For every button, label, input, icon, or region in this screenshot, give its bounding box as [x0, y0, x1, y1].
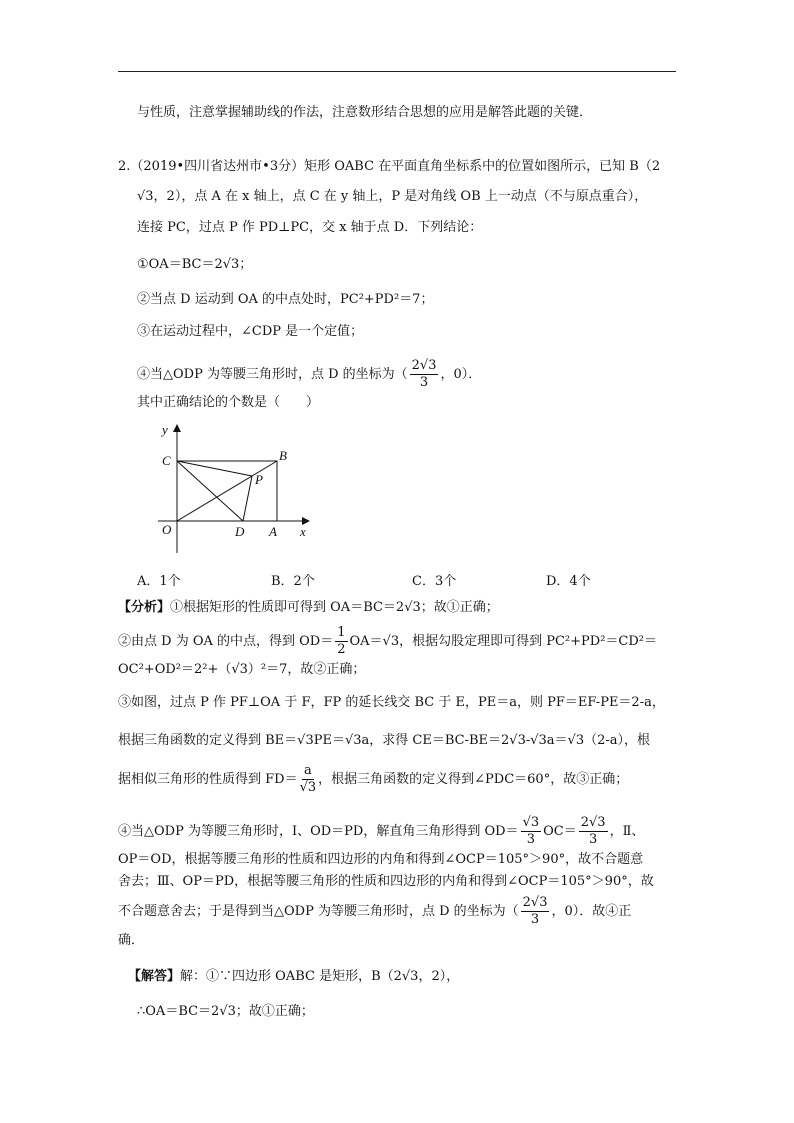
y-axis-arrow: [173, 424, 181, 432]
fraction: $\frac{2√3}{3}$: [580, 815, 606, 847]
analysis-line-11: 确．: [118, 933, 145, 948]
fraction: $\frac{a}{√3}$: [299, 763, 317, 795]
choice-c: C．3个: [412, 574, 457, 589]
conclusion-2: ②当点 D 运动到 OA 的中点处时，PC²+PD²＝7；: [137, 292, 434, 307]
solution-line-2: ∴OA＝BC＝2√3；故①正确；: [137, 1004, 314, 1019]
fraction: $\frac{1}{2}$: [337, 625, 346, 657]
analysis-line-4: ③如图，过点 P 作 PF⊥OA 于 F，FP 的延长线交 BC 于 E，PE＝a，则 PF＝EF-PE＝2-a，: [118, 695, 665, 710]
continuation-text: 与性质，注意掌握辅助线的作法，注意数形结合思想的应用是解答此题的关键．: [137, 105, 593, 120]
analysis-line-9: 舍去；Ⅲ、OP＝PD，根据等腰三角形的性质和四边形的内角和得到∠OCP＝105°＞90°，故: [118, 874, 654, 889]
choice-a: A．1个: [137, 574, 181, 589]
problem-source: （2019•四川省达州市•3分）: [130, 159, 305, 174]
choice-b: B．2个: [271, 574, 315, 589]
header-rule: [118, 71, 676, 72]
label-d: D: [235, 524, 245, 539]
analysis-line-2: ②由点 D 为 OA 的中点，得到 OD＝ $\frac{1}{2}$ OA＝√3，根据勾股定理即可得到 PC²+PD²＝CD²＝: [118, 625, 657, 657]
diagonal-ob: [177, 461, 277, 521]
fraction: $\frac{2√3}{3}$: [411, 358, 437, 390]
analysis-line-5: 根据三角函数的定义得到 BE＝√3PE＝√3a，求得 CE＝BC-BE＝2√3-√3a＝√3（2-a），根: [118, 733, 651, 748]
segment-cp: [177, 461, 252, 476]
problem-line-1: [118, 157, 660, 177]
conclusion-4: ④当△ODP 为等腰三角形时，点 D 的坐标为（ $\frac{2√3}{3}$ ，0）．: [137, 358, 482, 390]
conclusion-3: ③在运动过程中，∠CDP 是一个定值；: [137, 324, 364, 339]
analysis-line-3: OC²+OD²＝2²+（√3）²＝7，故②正确；: [118, 662, 366, 677]
analysis-line-8: OP＝OD，根据等腰三角形的性质和四边形的内角和得到∠OCP＝105°＞90°，故不合题意: [118, 852, 644, 867]
problem-text-1: 矩形 OABC 在平面直角坐标系中的位置如图所示，已知 B（2: [304, 159, 661, 174]
fraction: $\frac{√3}{3}$: [522, 815, 540, 847]
problem-number: 2.: [118, 159, 131, 174]
analysis-line-10: 不合题意舍去；于是得到当△ODP 为等腰三角形时，点 D 的坐标为（ $\frac{2√3}{3}$ ，0）．故④正: [118, 895, 632, 927]
question-text: 其中正确结论的个数是（ ）: [137, 395, 320, 410]
analysis-tag: 【分析】: [118, 600, 171, 615]
segment-pd: [243, 476, 252, 521]
label-b: B: [279, 448, 287, 463]
fraction: $\frac{2√3}{3}$: [522, 895, 548, 927]
label-o: O: [162, 522, 172, 537]
solution-line-1: 【解答】解：①∵四边形 OABC 是矩形，B（2√3，2），: [128, 969, 460, 984]
label-y: y: [162, 422, 168, 437]
coordinate-figure: [140, 418, 320, 558]
solution-tag: 【解答】: [128, 969, 181, 984]
conclusion-1: ①OA＝BC＝2√3；: [137, 257, 253, 272]
label-x: x: [300, 524, 306, 539]
problem-line-2: √3，2），点 A 在 x 轴上，点 C 在 y 轴上，P 是对角线 OB 上一动点（不与原点重合），: [137, 189, 648, 204]
choice-d: D．4个: [546, 574, 591, 589]
analysis-line-7: ④当△ODP 为等腰三角形时，Ⅰ、OD＝PD，解直角三角形得到 OD＝ $\frac{√3}{3}$ OC＝ $\frac{2√3}{3}$ ，Ⅱ、: [118, 815, 645, 847]
problem-line-3: 连接 PC，过点 P 作 PD⊥PC，交 x 轴于点 D．下列结论：: [137, 220, 483, 235]
analysis-line-1: 【分析】①根据矩形的性质即可得到 OA＝BC＝2√3；故①正确；: [118, 600, 499, 615]
segment-cd: [177, 461, 243, 521]
label-a: A: [269, 524, 277, 539]
analysis-line-6: 据相似三角形的性质得到 FD＝ $\frac{a}{√3}$ ，根据三角函数的定义得到∠PDC＝60°，故③正确；: [118, 763, 629, 795]
label-c: C: [162, 453, 171, 468]
label-p: P: [255, 472, 263, 487]
